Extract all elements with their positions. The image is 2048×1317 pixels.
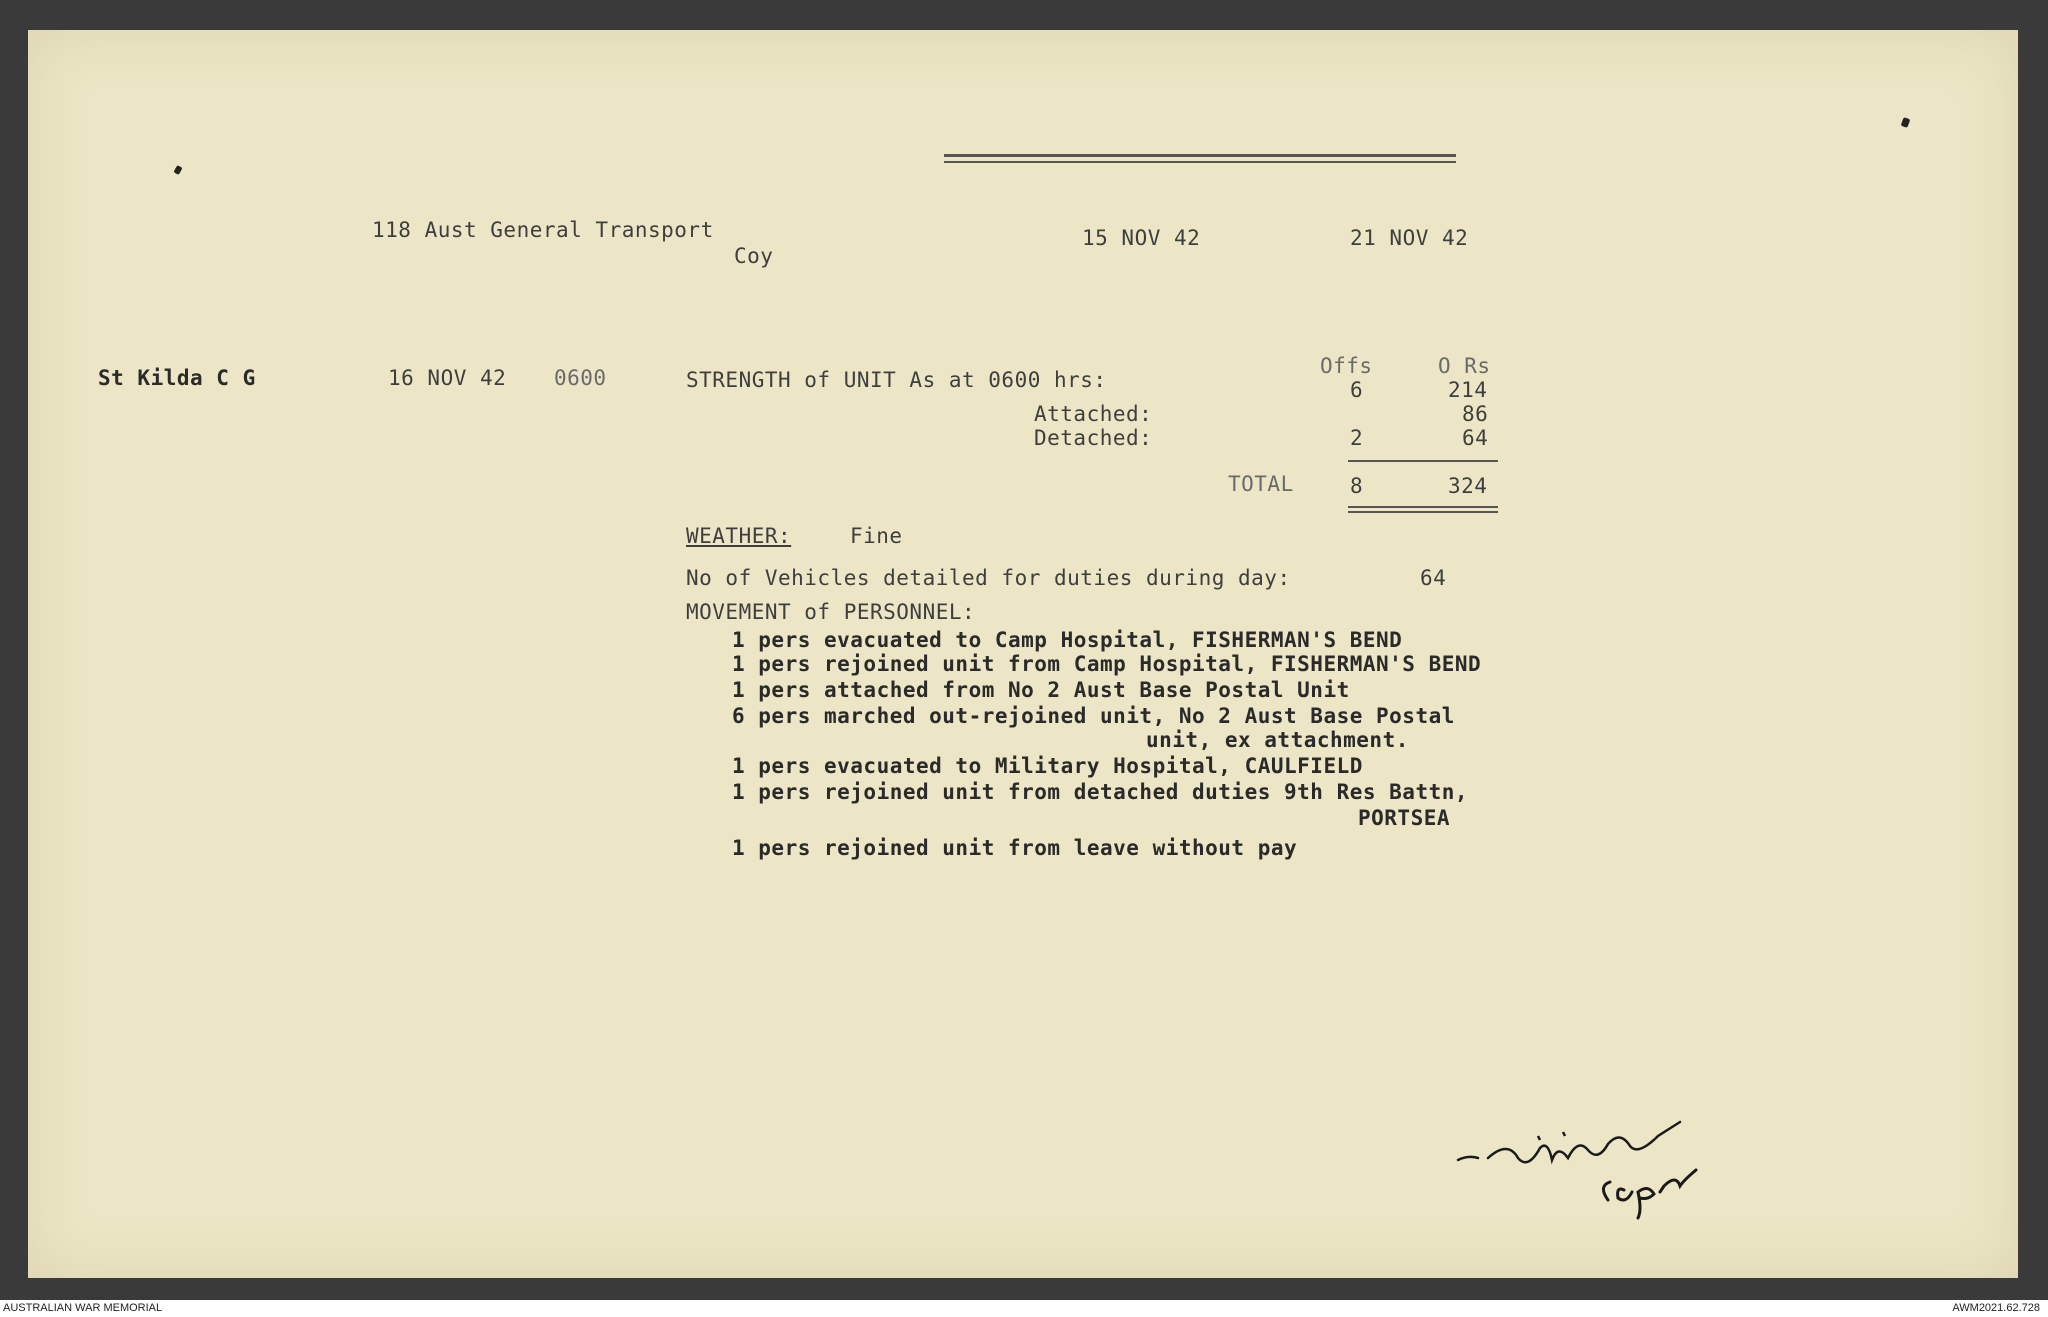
- strength-label: STRENGTH of UNIT As at 0600 hrs:: [686, 368, 1107, 392]
- detached-other-ranks: 64: [1462, 426, 1489, 450]
- total-rule-double-1: [1348, 506, 1498, 508]
- archive-footer: [0, 1300, 2048, 1317]
- weather-value: Fine: [850, 524, 903, 548]
- footer-archive-name: AUSTRALIAN WAR MEMORIAL: [3, 1302, 163, 1314]
- vehicles-line: No of Vehicles detailed for duties during day:: [686, 566, 1291, 590]
- movement-item: 1 pers rejoined unit from leave without pay: [732, 836, 1298, 860]
- date-to: 21 NOV 42: [1350, 226, 1469, 250]
- detached-officers: 2: [1350, 426, 1364, 450]
- vehicles-value: 64: [1420, 566, 1447, 590]
- footer-reference: AWM2021.62.728: [1952, 1302, 2040, 1314]
- column-header-officers: Offs: [1320, 354, 1373, 378]
- document-page: [28, 30, 2018, 1278]
- header-rule-bottom: [944, 161, 1456, 163]
- detached-label: Detached:: [1034, 426, 1153, 450]
- signature: [1448, 1100, 1768, 1230]
- entry-time: 0600: [554, 366, 607, 390]
- attached-label: Attached:: [1034, 402, 1153, 426]
- movement-item: 1 pers rejoined unit from detached duties 9th Res Battn,: [732, 780, 1469, 804]
- weather-label: WEATHER:: [686, 524, 792, 548]
- total-label: TOTAL: [1228, 472, 1294, 496]
- movement-item-continuation: unit, ex attachment.: [1146, 728, 1409, 752]
- total-other-ranks: 324: [1448, 474, 1488, 498]
- header-rule-top: [944, 154, 1456, 157]
- movement-item: 1 pers attached from No 2 Aust Base Postal Unit: [732, 678, 1350, 702]
- pin-hole-right: [1901, 117, 1911, 128]
- total-rule-top: [1348, 460, 1498, 462]
- column-header-other-ranks: O Rs: [1438, 354, 1491, 378]
- attached-other-ranks: 86: [1462, 402, 1489, 426]
- movement-label: MOVEMENT of PERSONNEL:: [686, 600, 976, 624]
- total-officers: 8: [1350, 474, 1364, 498]
- entry-place: St Kilda C G: [98, 366, 256, 390]
- movement-item: 6 pers marched out-rejoined unit, No 2 Aust Base Postal: [732, 704, 1455, 728]
- pin-hole-left: [173, 165, 182, 175]
- date-from: 15 NOV 42: [1082, 226, 1201, 250]
- unit-name-line2: Coy: [734, 244, 774, 268]
- total-rule-double-2: [1348, 511, 1498, 513]
- unit-name: 118 Aust General Transport: [372, 218, 714, 242]
- strength-officers: 6: [1350, 378, 1364, 402]
- entry-date: 16 NOV 42: [388, 366, 507, 390]
- movement-item: 1 pers evacuated to Camp Hospital, FISHERMAN'S BEND: [732, 628, 1403, 652]
- movement-item: 1 pers evacuated to Military Hospital, CAULFIELD: [732, 754, 1363, 778]
- strength-other-ranks: 214: [1448, 378, 1488, 402]
- movement-item: 1 pers rejoined unit from Camp Hospital, FISHERMAN'S BEND: [732, 652, 1482, 676]
- movement-item-continuation: PORTSEA: [1358, 806, 1451, 830]
